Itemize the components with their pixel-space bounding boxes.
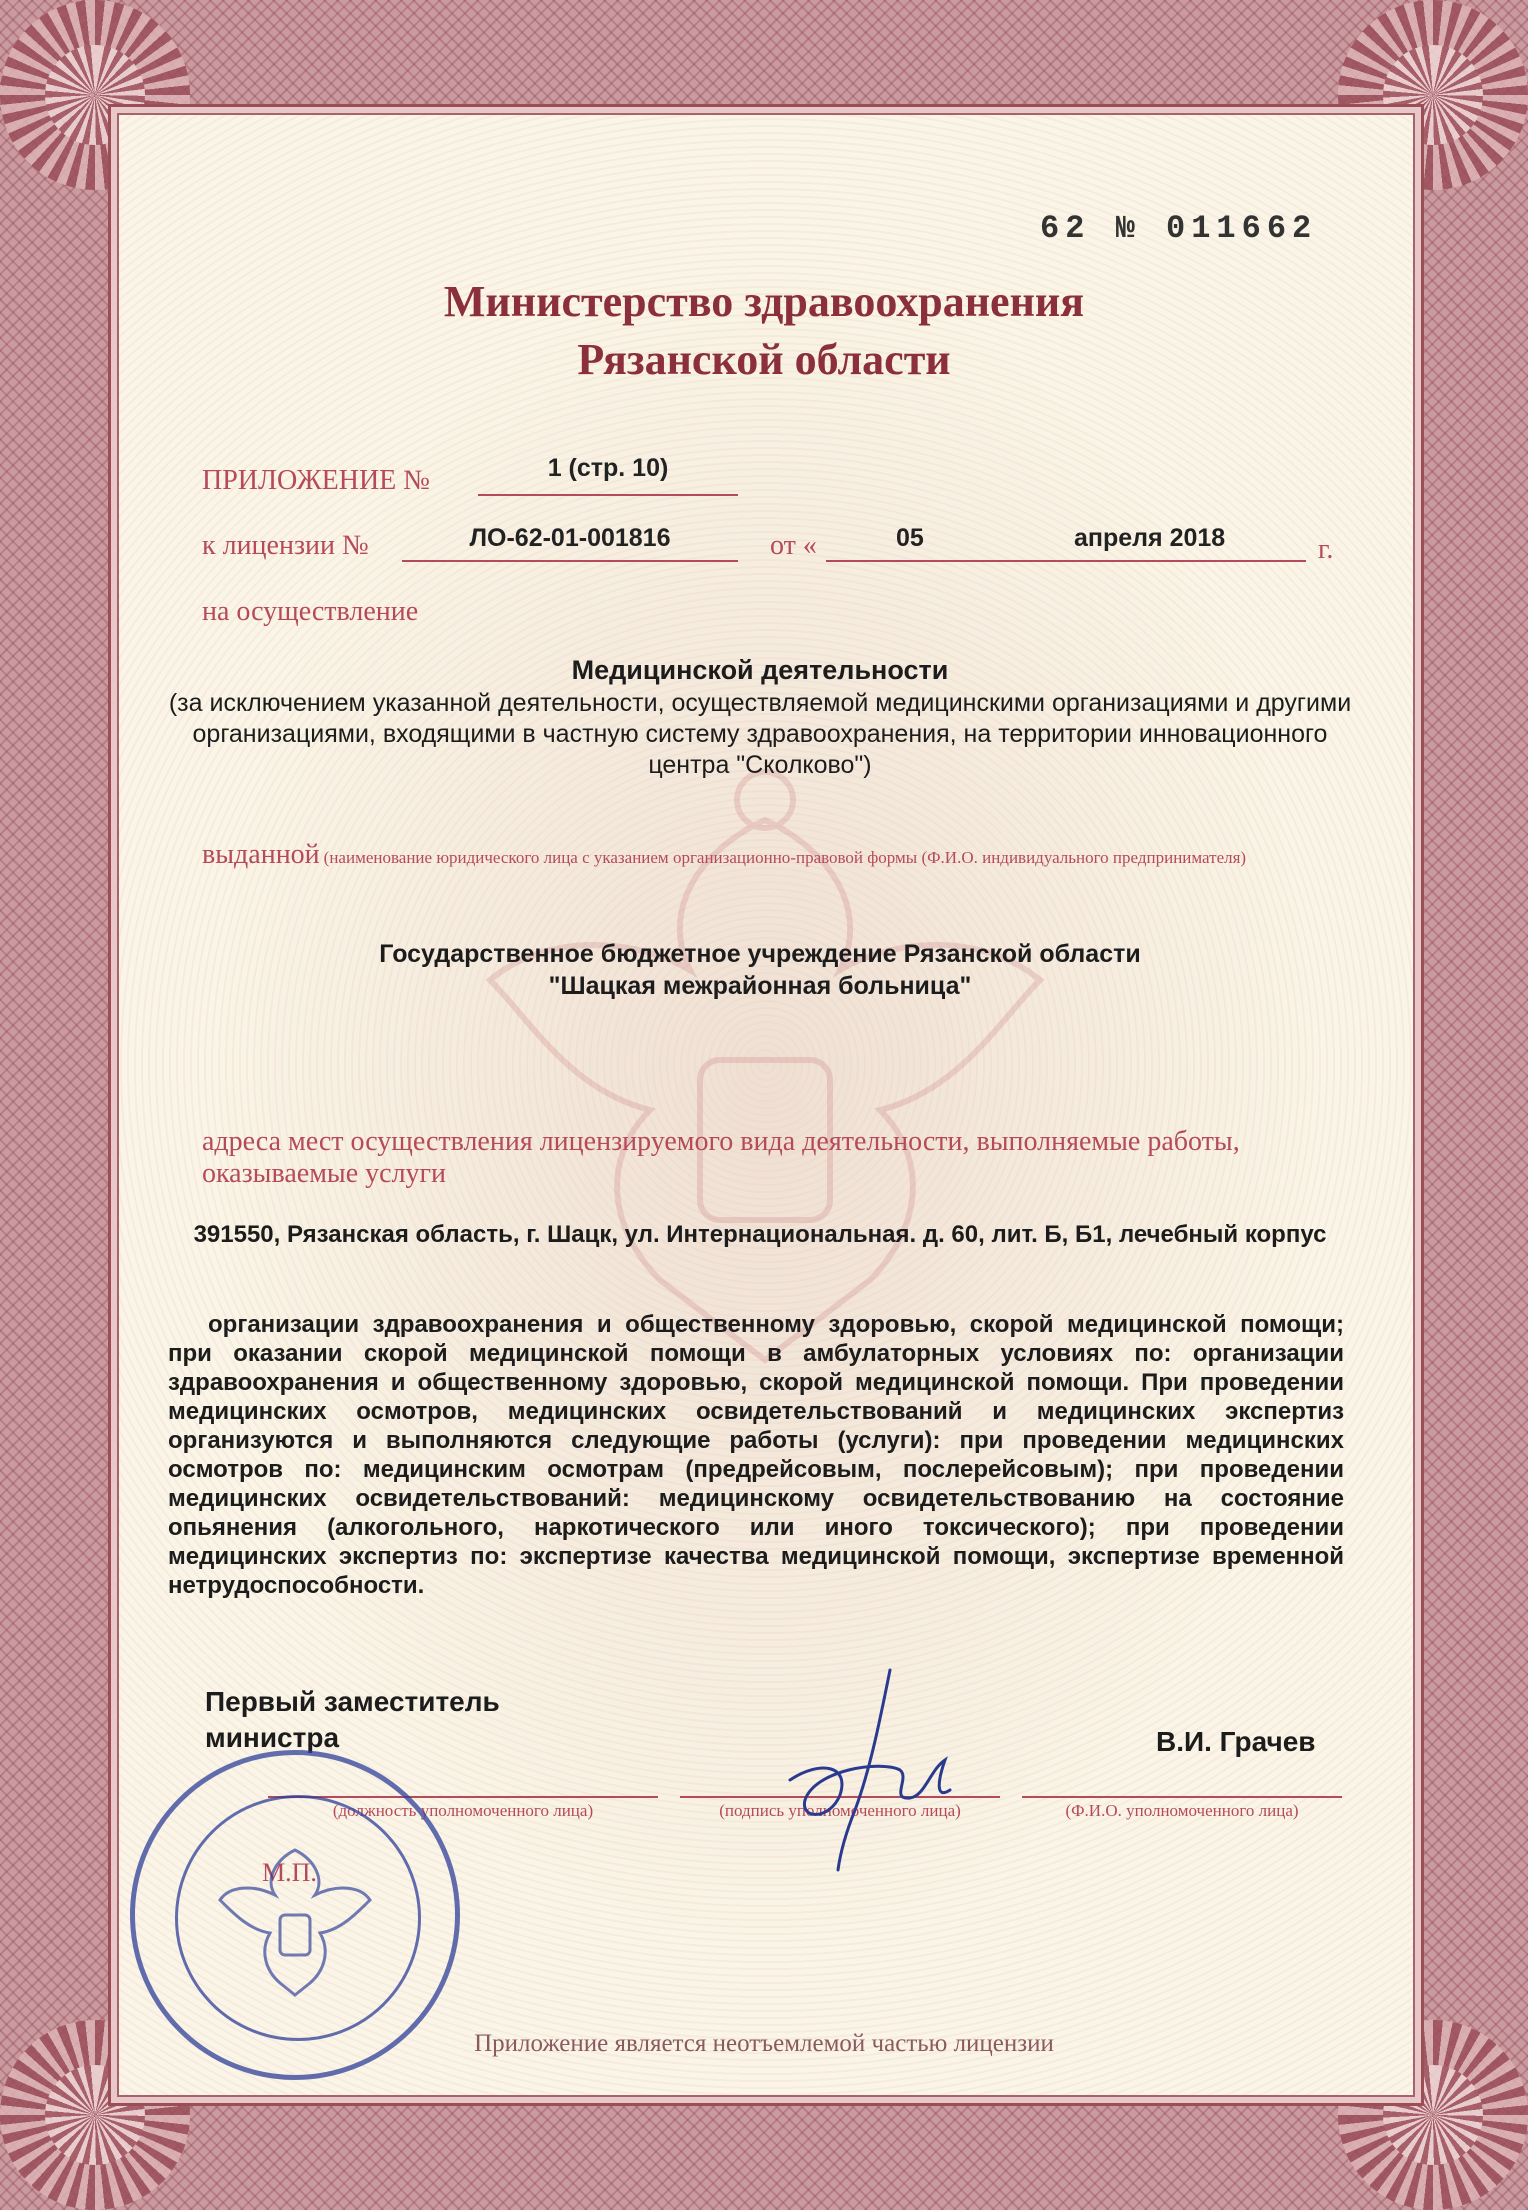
license-number-field xyxy=(402,524,738,562)
caption-position: (должность уполномоченного лица) xyxy=(332,1801,594,1820)
ministry-title-line1: Министерство здравоохранения xyxy=(443,277,1085,326)
license-month-year: апреля 2018 xyxy=(1074,524,1226,552)
license-day: 05 xyxy=(896,524,924,552)
appendix-label: ПРИЛОЖЕНИЕ № xyxy=(202,465,430,496)
license-from-label: от « xyxy=(770,530,817,561)
footer-note: Приложение является неотъемлемой частью лицензии xyxy=(474,2030,1054,2057)
appendix-value: 1 (стр. 10) xyxy=(547,454,669,482)
signer-position-line1: Первый заместитель xyxy=(205,1686,500,1717)
activity-label: на осуществление xyxy=(202,596,419,627)
serial-number xyxy=(1040,210,1317,247)
signer-name: В.И. Грачев xyxy=(1156,1726,1316,1757)
seal-label: М.П. xyxy=(262,1858,317,1887)
ministry-title-line2: Рязанской области xyxy=(577,335,951,384)
stamp-emblem xyxy=(135,1755,455,2075)
organization-name-line2: "Шацкая межрайонная больница" xyxy=(548,972,972,1000)
appendix-field xyxy=(478,452,738,496)
serial-value: 011662 xyxy=(1166,210,1318,247)
license-date-field xyxy=(826,524,1306,562)
caption-signature: (подпись уполномоченного лица) xyxy=(719,1801,961,1820)
activity-title: Медицинской деятельности xyxy=(571,655,949,685)
license-year-suffix: г. xyxy=(1318,534,1334,565)
issued-hint: (наименование юридического лица с указанием организационно-правовой формы (Ф.И.О. индивидуального предпринимателя) xyxy=(323,848,1247,867)
license-number: ЛО-62-01-001816 xyxy=(469,524,671,552)
caption-name: (Ф.И.О. уполномоченного лица) xyxy=(1065,1801,1299,1820)
serial-region: 62 xyxy=(1040,210,1091,247)
signer-position-line2: министра xyxy=(205,1722,340,1753)
activity-note: (за исключением указанной деятельности, осуществляемой медицинскими организациями и другими организациями, входящими в частную систему здравоохранения, на территории инновационного центра "Сколково") xyxy=(168,689,1352,779)
license-label: к лицензии № xyxy=(202,530,369,561)
handwritten-signature xyxy=(760,1660,960,1880)
activity-address: 391550, Рязанская область, г. Шацк, ул. Интернациональная. д. 60, лит. Б, Б1, лечебный корпус xyxy=(193,1221,1327,1248)
addresses-label: адреса мест осуществления лицензируемого вида деятельности, выполняемые работы, оказываемые услуги xyxy=(202,1126,1240,1189)
services-list: организации здравоохранения и общественному здоровью, скорой медицинской помощи; при оказании скорой медицинской помощи в амбулаторных условиях по: организации здравоохранения и общественному здоровью, скорой медицинской помощи. При проведении медицинских осмотров, медицинских освидетельствований и медицинских экспертиз организуются и выполняются следующие работы (услуги): при проведении медицинских осмотров по: медицинским осмотрам (предрейсовым, послерейсовым); при проведении медицинских освидетельствований: медицинскому освидетельствованию на состояние опьянения (алкогольного, наркотического или иного токсического); при проведении медицинских экспертиз по: экспертизе качества медицинской помощи, экспертизе временной нетрудоспособности. xyxy=(168,1311,1344,1599)
issued-label: выданной xyxy=(202,839,320,870)
organization-name-line1: Государственное бюджетное учреждение Рязанской области xyxy=(379,940,1141,968)
name-underline xyxy=(1022,1776,1342,1798)
issued-label-block xyxy=(202,839,1332,872)
serial-sign: № xyxy=(1115,210,1141,247)
